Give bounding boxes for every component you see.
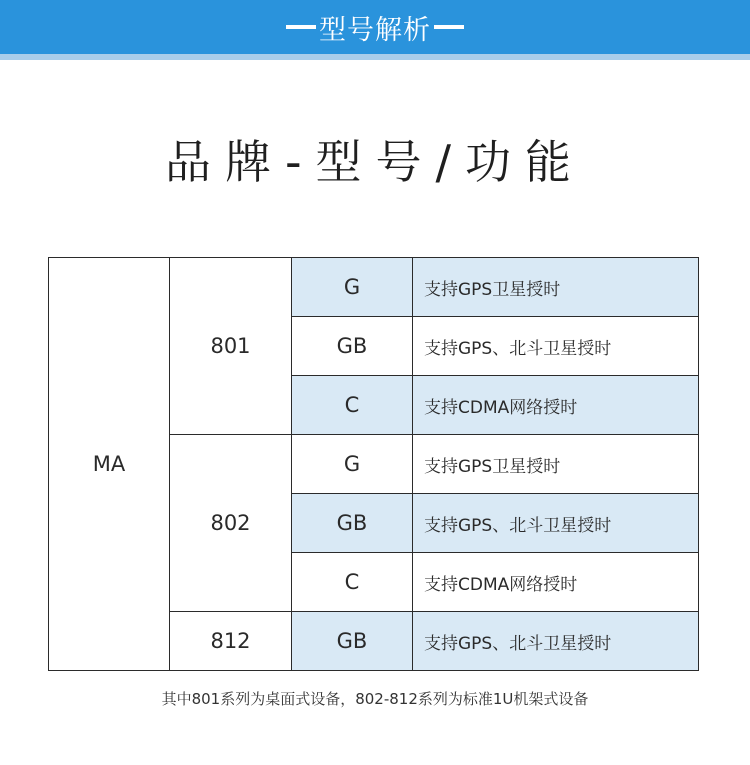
code-cell: GB xyxy=(292,612,413,671)
code-cell: GB xyxy=(292,494,413,553)
dash-right-decoration xyxy=(434,25,464,29)
dash-left-decoration xyxy=(286,25,316,29)
footnote: 其中801系列为桌面式设备，802-812系列为标准1U机架式设备 xyxy=(161,690,589,708)
function-cell: 支持GPS、北斗卫星授时 xyxy=(413,317,699,376)
page-title: 品牌-型号/功能 xyxy=(164,135,586,189)
function-cell: 支持GPS、北斗卫星授时 xyxy=(413,494,699,553)
code-cell: C xyxy=(292,553,413,612)
header-banner xyxy=(0,0,750,54)
banner-title: 型号解析 xyxy=(319,14,431,46)
code-cell: C xyxy=(292,376,413,435)
function-cell: 支持GPS卫星授时 xyxy=(413,435,699,494)
brand-cell: MA xyxy=(49,258,170,671)
code-cell: G xyxy=(292,435,413,494)
function-cell: 支持CDMA网络授时 xyxy=(413,553,699,612)
function-cell: 支持GPS卫星授时 xyxy=(413,258,699,317)
model-cell: 801 xyxy=(170,258,292,435)
function-cell: 支持CDMA网络授时 xyxy=(413,376,699,435)
code-cell: G xyxy=(292,258,413,317)
banner-title-wrap xyxy=(283,8,467,47)
model-spec-table xyxy=(48,257,699,671)
model-cell: 802 xyxy=(170,435,292,612)
function-cell: 支持GPS、北斗卫星授时 xyxy=(413,612,699,671)
model-cell: 812 xyxy=(170,612,292,671)
code-cell: GB xyxy=(292,317,413,376)
banner-underline xyxy=(0,54,750,60)
table-row xyxy=(49,258,699,317)
